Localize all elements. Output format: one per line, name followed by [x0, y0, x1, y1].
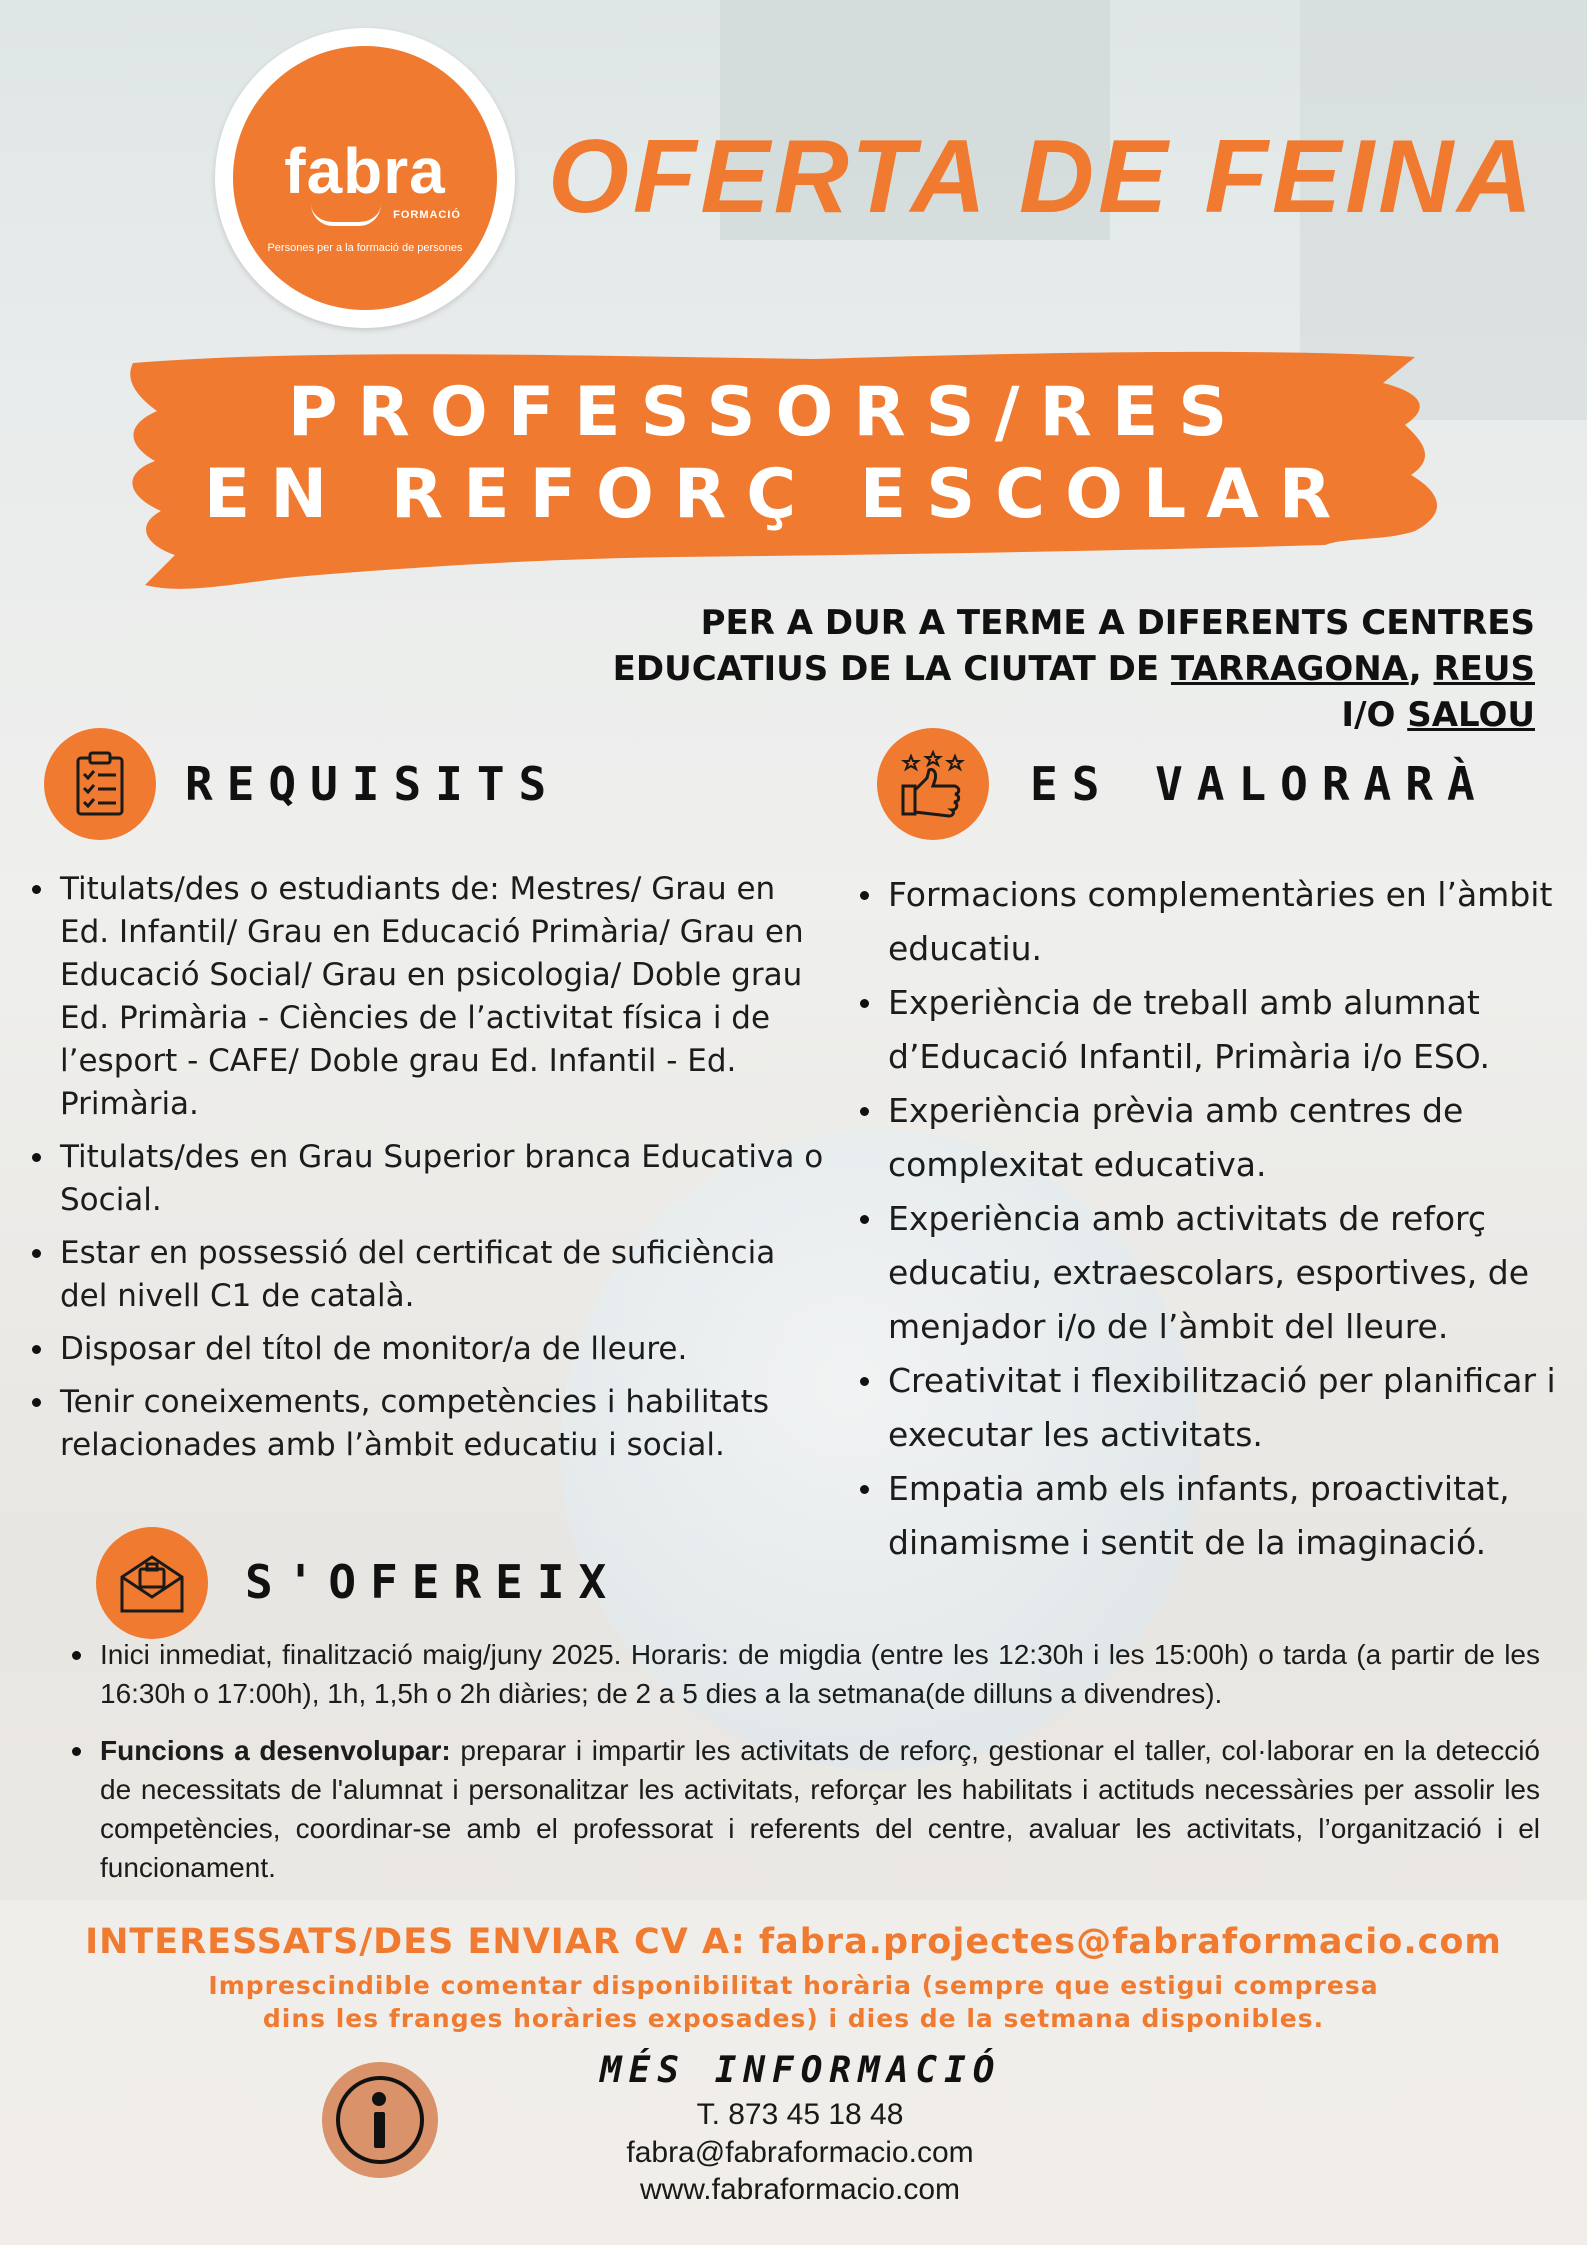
city-reus: REUS: [1433, 649, 1535, 689]
fabra-logo[interactable]: [215, 28, 515, 328]
banner-line-1: PROFESSORS/RES: [287, 373, 1248, 452]
list-item: Formacions complementàries en l’àmbit educatiu.: [858, 868, 1568, 976]
requisits-list: [30, 868, 830, 1477]
valorara-heading: ES VALORARÀ: [1030, 757, 1489, 811]
ofereix-list: [70, 1635, 1540, 1905]
cv-email-line[interactable]: INTERESSATS/DES ENVIAR CV A: fabra.projectes@fabraformacio.com: [85, 1922, 1502, 1962]
city-salou: SALOU: [1407, 695, 1535, 735]
info-icon: [322, 2062, 438, 2178]
centres-line-3-prefix: I/O: [1341, 695, 1408, 735]
centres-line-3: [380, 692, 1535, 738]
clipboard-checklist-icon: [44, 728, 156, 840]
list-item: Estar en possessió del certificat de suficiència del nivell C1 de català.: [30, 1232, 830, 1318]
list-item: Disposar del títol de monitor/a de lleure.: [30, 1328, 830, 1371]
centres-line-2-prefix: EDUCATIUS DE LA CIUTAT DE: [612, 649, 1171, 689]
contact-website[interactable]: www.fabraformacio.com: [639, 2173, 961, 2206]
centres-line-1: PER A DUR A TERME A DIFERENTS CENTRES: [700, 603, 1535, 643]
ofereix-heading: S'OFEREIX: [245, 1555, 621, 1609]
page-title: OFERTA DE FEINA: [548, 119, 1537, 235]
requisits-heading: REQUISITS: [185, 757, 561, 811]
city-tarragona: TARRAGONA: [1170, 649, 1409, 689]
list-item: [70, 1731, 1540, 1887]
contact-phone[interactable]: T. 873 45 18 48: [696, 2098, 904, 2131]
list-item: Tenir coneixements, competències i habilitats relacionades amb l’àmbit educatiu i social.: [30, 1381, 830, 1467]
list-item: Experiència amb activitats de reforç educatiu, extraescolars, esportives, de menjador i/o de l’àmbit del lleure.: [858, 1192, 1568, 1354]
centres-text: [380, 600, 1535, 738]
list-item: Inici inmediat, finalització maig/juny 2025. Horaris: de migdia (entre les 12:30h i les 15:00h) o tarda (a partir de les 16:30h o 17:00h), 1h, 1,5h o 2h diàries; de 2 a 5 dies a la setmana(de dilluns a divendres).: [70, 1635, 1540, 1713]
fabra-logo-circle: [233, 46, 497, 310]
cv-note-line-2: dins les franges horàries exposades) i dies de la setmana disponibles.: [262, 2004, 1325, 2033]
logo-wordmark: fabra: [284, 135, 446, 207]
list-item: Titulats/des en Grau Superior branca Educativa o Social.: [30, 1136, 830, 1222]
funcions-text: preparar i impartir les activitats de reforç, gestionar el taller, col·laborar en la detecció de necessitats de l'alumnat i personalitzar les activitats, reforçar les habilitats i actituds necessàries per assolir les competències, coordinar-se amb el professorat i referents del centre, avaluar les activitats, l’organització i el funcionament.: [100, 1735, 1540, 1883]
list-item: Experiència prèvia amb centres de complexitat educativa.: [858, 1084, 1568, 1192]
list-item: Creativitat i flexibilització per planificar i executar les activitats.: [858, 1354, 1568, 1462]
banner-line-2: EN REFORÇ ESCOLAR: [203, 455, 1352, 534]
contact-email[interactable]: fabra@fabraformacio.com: [626, 2136, 974, 2169]
logo-tagline: Persones per a la formació de persones: [267, 242, 463, 254]
cv-note-line-1: Imprescindible comentar disponibilitat horària (sempre que estigui compresa: [208, 1971, 1379, 2000]
list-item: Empatia amb els infants, proactivitat, dinamisme i sentit de la imaginació.: [858, 1462, 1568, 1570]
valorara-list: [858, 868, 1568, 1570]
job-title-banner: [115, 345, 1480, 600]
centres-line-2: [380, 646, 1535, 692]
funcions-label: Funcions a desenvolupar:: [100, 1735, 451, 1766]
more-info-heading: MÉS INFORMACIÓ: [600, 2050, 1002, 2091]
cv-note: [0, 1969, 1587, 2035]
list-item: Titulats/des o estudiants de: Mestres/ Grau en Ed. Infantil/ Grau en Educació Primària/ Grau en Educació Social/ Grau en psicologia/ Doble grau Ed. Primària - Ciències de l’activitat física i de l’esport - CAFE/ Doble grau Ed. Infantil - Ed. Primària.: [30, 868, 830, 1126]
envelope-briefcase-icon: [96, 1527, 208, 1639]
logo-subtitle: FORMACIÓ: [393, 209, 461, 221]
city-separator: ,: [1408, 649, 1434, 689]
thumbs-up-stars-icon: [877, 728, 989, 840]
list-item: Experiència de treball amb alumnat d’Educació Infantil, Primària i/o ESO.: [858, 976, 1568, 1084]
